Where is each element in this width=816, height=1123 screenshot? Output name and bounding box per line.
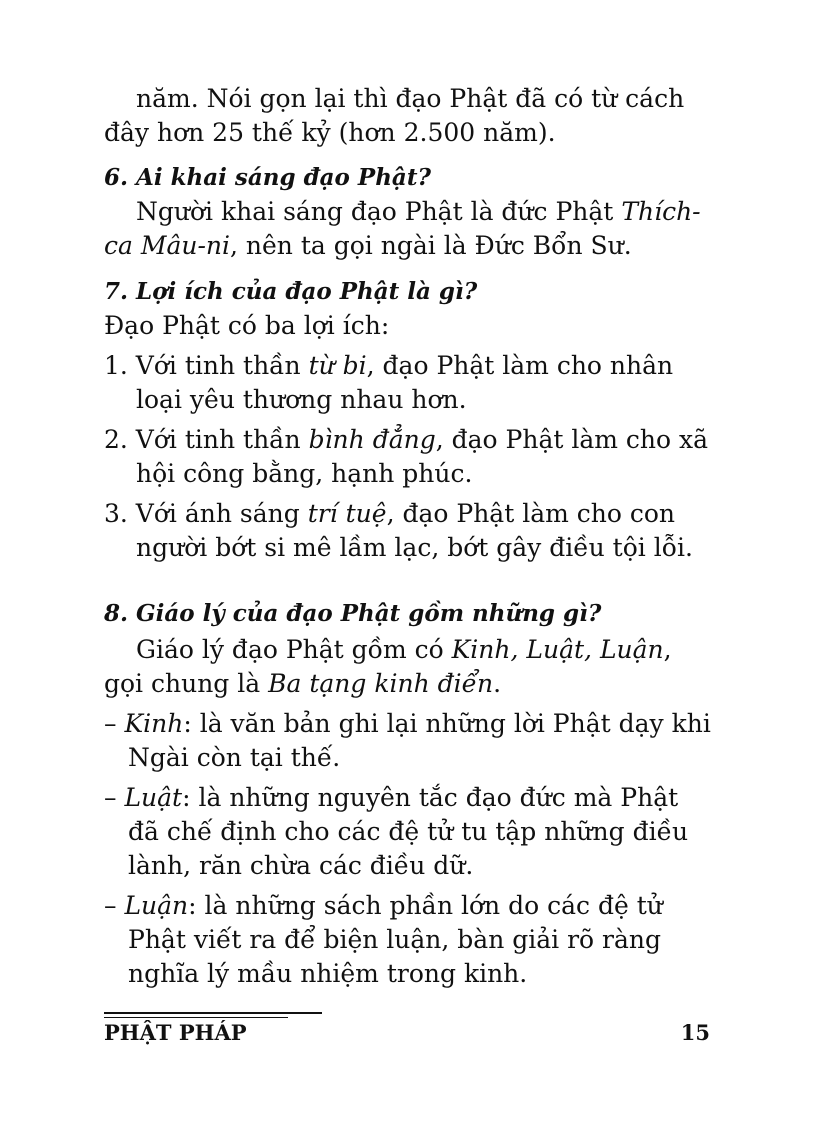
q7-lead: Đạo Phật có ba lợi ích: [104,311,390,340]
list-item: – Luật: là những nguyên tắc đạo đức mà Phật đã chế định cho các đệ tử tu tập những điều lành, răn chừa các điều dữ. [104,783,689,880]
heading-q6: 6. Ai khai sáng đạo Phật? [104,164,431,191]
list-item: 2. Với tinh thần bình đẳng, đạo Phật làm cho xã hội công bằng, hạnh phúc. [104,425,709,488]
heading-q8: 8. Giáo lý của đạo Phật gồm những gì? [104,600,602,627]
q6-paragraph: Người khai sáng đạo Phật là đức Phật Thích-ca Mâu-ni, nên ta gọi ngài là Đức Bổn Sư. [104,197,701,260]
heading-q7: 7. Lợi ích của đạo Phật là gì? [104,278,478,305]
list-item: – Luận: là những sách phần lớn do các đệ tử Phật viết ra để biện luận, bàn giải rõ ràng nghĩa lý mầu nhiệm trong kinh. [104,891,663,988]
footer-rule-thin [104,1017,288,1018]
list-item: – Kinh: là văn bản ghi lại những lời Phật dạy khi Ngài còn tại thế. [104,709,711,772]
intro-paragraph: năm. Nói gọn lại thì đạo Phật đã có từ cách đây hơn 25 thế kỷ (hơn 2.500 năm). [104,84,685,147]
running-title: PHẬT PHÁP [104,1020,247,1045]
page-footer [104,1020,710,1050]
footer-rule [104,1012,322,1014]
page-body [104,82,714,991]
list-item: 1. Với tinh thần từ bi, đạo Phật làm cho nhân loại yêu thương nhau hơn. [104,351,674,414]
q8-paragraph: Giáo lý đạo Phật gồm có Kinh, Luật, Luận, gọi chung là Ba tạng kinh điển. [104,635,672,698]
list-item: 3. Với ánh sáng trí tuệ, đạo Phật làm cho con người bớt si mê lầm lạc, bớt gây điều tội lỗi. [104,499,693,562]
page-number: 15 [680,1020,710,1045]
